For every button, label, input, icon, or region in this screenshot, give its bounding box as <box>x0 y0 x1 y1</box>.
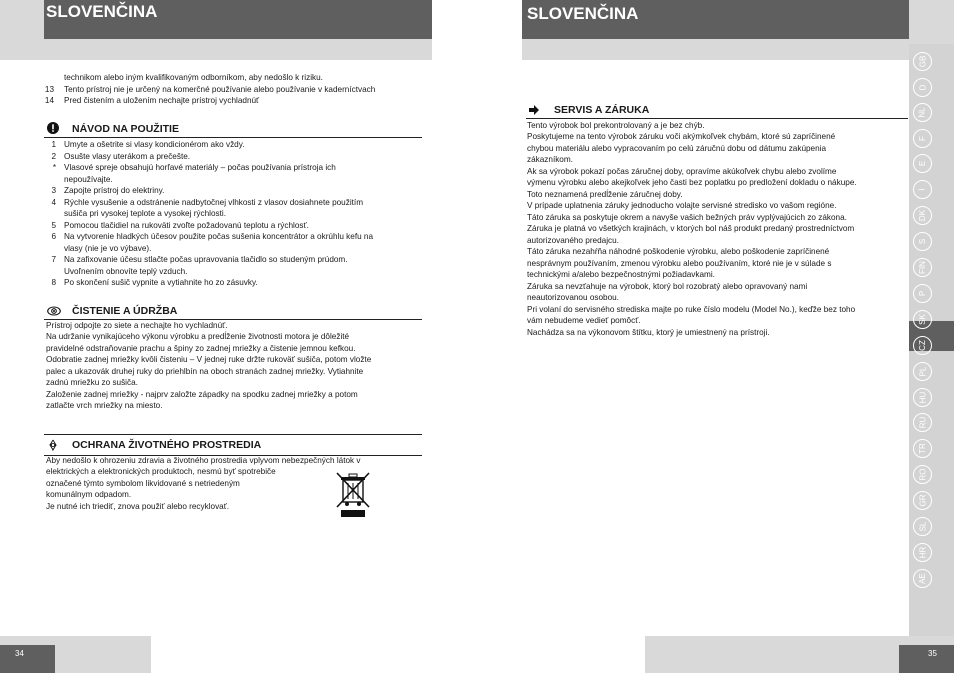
intro-num-1: 13 <box>44 85 54 94</box>
usage-num-8: 6 <box>51 232 56 241</box>
tab-lang-dk[interactable] <box>913 206 932 225</box>
environment-title: OCHRANA ŽIVOTNÉHO PROSTREDIA <box>72 439 262 451</box>
service-line-10: autorizovaného predajcu. <box>527 236 619 245</box>
environment-line-3: komunálnym odpadom. <box>46 490 132 499</box>
cleaning-line-5: zadnú mriežku zo sušiča. <box>46 378 138 387</box>
service-line-2: chybou materiálu alebo vypracovaním po celú záručnú dobu od dátumu zakúpenia <box>527 144 827 153</box>
tab-lang-d[interactable] <box>913 78 932 97</box>
tab-lang-f[interactable] <box>913 129 932 148</box>
tab-lang-label: DK <box>918 209 927 222</box>
tab-lang-sl[interactable] <box>913 517 932 536</box>
service-line-12: nesprávnym používaním, zmenou výrobku alebo používaním, ktoré nie je v súlade s <box>527 259 832 268</box>
usage-text-1: Osušte vlasy uterákom a prečešte. <box>64 152 191 161</box>
tab-lang-label: I <box>917 188 927 191</box>
tab-lang-label: HR <box>918 546 927 559</box>
tab-lang-sk[interactable] <box>913 310 932 329</box>
usage-num-0: 1 <box>51 140 56 149</box>
usage-text-0: Umyte a ošetrite si vlasy kondicionérom ako vždy. <box>64 140 245 149</box>
service-line-1: Poskytujeme na tento výrobok záruku voči akýmkoľvek chybám, ktoré sú zapríčinené <box>527 132 836 141</box>
tab-lang-label: AE <box>917 573 927 584</box>
tab-lang-i[interactable] <box>913 180 932 199</box>
service-line-3: zákazníkom. <box>527 155 573 164</box>
tab-lang-cz[interactable] <box>913 336 932 355</box>
crossed-bin-icon <box>334 470 372 518</box>
environment-top-rule <box>44 434 422 435</box>
tab-lang-label: TR <box>917 443 927 454</box>
tab-lang-hr[interactable] <box>913 543 932 562</box>
cleaning-line-3: Odobratie zadnej mriežky kvôli čisteniu – V jednej ruke držte rukoväť sušiča, potom vložte <box>46 355 372 364</box>
tab-lang-label: E <box>918 160 927 167</box>
service-line-7: V prípade uplatnenia záruky jednoducho volajte servisné stredisko vo vašom regióne. <box>527 201 837 210</box>
tab-lang-ru[interactable] <box>913 413 932 432</box>
usage-text-11: Uvoľnením obnovíte teplý vzduch. <box>64 267 188 276</box>
tab-lang-hu[interactable] <box>913 388 932 407</box>
usage-num-2: * <box>52 163 56 172</box>
environment-line-4: Je nutné ich triediť, znova použiť alebo recyklovať. <box>46 502 230 511</box>
cleaning-line-4: palec a ukazovák druhej ruky do priehlbín na oboch stranách zadnej mriežky. Vytiahnite <box>46 367 364 376</box>
tab-lang-label: RU <box>918 416 927 429</box>
service-line-14: Záruka sa nevzťahuje na výrobok, ktorý bol rozobratý alebo opravovaný nami <box>527 282 808 291</box>
tab-lang-label: S <box>918 238 927 245</box>
right-page-number: 35 <box>928 649 937 658</box>
usage-text-6: sušiča pri vysokej teplote a vysokej rýchlosti. <box>64 209 226 218</box>
usage-text-8: Na vytvorenie hladkých účesov použite počas sušenia koncentrátor a okrúhlu kefu na <box>64 232 374 241</box>
tab-lang-label: RO <box>918 468 927 481</box>
usage-num-1: 2 <box>51 152 56 161</box>
intro-text-1: Tento prístroj nie je určený na komerčné používanie alebo používanie v kaderníctvach <box>64 85 376 94</box>
recycle-icon <box>47 439 59 451</box>
right-page-title: SLOVENČINA <box>525 2 725 26</box>
cleaning-line-0: Prístroj odpojte zo siete a nechajte ho vychladnúť. <box>46 321 228 330</box>
tab-lang-label: SL <box>917 521 927 532</box>
environment-line-0: Aby nedošlo k ohrozeniu zdravia a životného prostredia vplyvom nebezpečných látok v <box>46 456 361 465</box>
cleaning-line-7: zatlačte vrch mriežky na miesto. <box>46 401 163 410</box>
environment-line-1: elektrických a elektronických produktoch, nesmú byť spotrebiče <box>46 467 276 476</box>
service-line-15: neautorizovanou osobou. <box>527 293 619 302</box>
service-line-8: Táto záruka sa poskytuje okrem a navyše vašich bežných práv vyplývajúcich zo zákona. <box>527 213 847 222</box>
usage-text-4: Zapojte prístroj do elektriny. <box>64 186 165 195</box>
tab-lang-label: F <box>917 136 927 141</box>
tab-lang-ro[interactable] <box>913 465 932 484</box>
cleaning-line-6: Založenie zadnej mriežky - najprv založte západky na spodku zadnej mriežky a potom <box>46 390 358 399</box>
cleaning-title: ČISTENIE A ÚDRŽBA <box>72 305 178 317</box>
usage-text-3: nepoužívajte. <box>64 175 113 184</box>
usage-num-12: 8 <box>51 278 56 287</box>
tab-lang-e[interactable] <box>913 154 932 173</box>
tab-lang-nl[interactable] <box>913 103 932 122</box>
tab-lang-tr[interactable] <box>913 439 932 458</box>
tab-lang-label: HU <box>918 391 927 404</box>
tab-lang-label: CZ <box>917 340 927 351</box>
tab-lang-label: P <box>918 290 927 297</box>
info-icon <box>47 122 59 134</box>
usage-text-12: Po skončení sušič vypnite a vytiahnite ho zo zásuvky. <box>64 278 258 287</box>
service-line-9: Záruka je platná vo všetkých krajinách, v ktorých bol náš produkt predaný prostredníctvom <box>527 224 855 233</box>
right-page-number-box <box>899 645 954 673</box>
left-page-title: SLOVENČINA <box>44 0 244 24</box>
tab-lang-pl[interactable] <box>913 362 932 381</box>
usage-title: NÁVOD NA POUŽITIE <box>72 123 179 135</box>
service-line-4: Ak sa výrobok pokazí počas záručnej doby, opravíme akúkoľvek chybu alebo zvolíme <box>527 167 837 176</box>
usage-text-2: Vlasové spreje obsahujú horľavé materiály – počas používania prístroja ich <box>64 163 336 172</box>
usage-rule <box>44 137 422 138</box>
intro-num-2: 14 <box>44 96 54 105</box>
service-title: SERVIS A ZÁRUKA <box>554 104 650 116</box>
service-line-5: výmenu výrobku alebo akejkoľvek jeho časti bez poplatku po predložení dokladu o nákupe. <box>527 178 857 187</box>
tab-lang-label: NL <box>917 107 927 118</box>
tab-lang-label: FIN <box>917 261 927 274</box>
left-page-number: 34 <box>15 649 24 658</box>
usage-num-7: 5 <box>51 221 56 230</box>
cleaning-line-1: Na udržanie vynikajúceho výkonu výrobku a predĺženie životnosti motora je dôležité <box>46 332 350 341</box>
tab-lang-label: GR <box>918 494 927 507</box>
service-line-17: vám nebudeme vedieť pomôcť. <box>527 316 641 325</box>
tab-lang-fin[interactable] <box>913 258 932 277</box>
usage-text-7: Pomocou tlačidiel na rukoväti zvoľte požadovanú teplotu a rýchlosť. <box>64 221 309 230</box>
tab-lang-label: D <box>918 84 927 91</box>
intro-text-2: Pred čistením a uložením nechajte prístroj vychladnúť <box>64 96 260 105</box>
service-line-0: Tento výrobok bol prekontrolovaný a je bez chýb. <box>527 121 705 130</box>
tab-lang-label: GB <box>918 55 927 68</box>
arrow-right-icon <box>528 104 540 116</box>
usage-num-5: 4 <box>51 198 56 207</box>
tab-lang-label: PL <box>917 366 927 377</box>
language-tabs <box>909 44 954 636</box>
service-line-18: Nachádza sa na výkonovom štítku, ktorý je umiestnený na prístroji. <box>527 328 770 337</box>
usage-text-10: Na zafixovanie účesu stlačte počas upravovania tlačidlo so studeným prúdom. <box>64 255 348 264</box>
service-rule <box>526 118 908 119</box>
service-line-6: Toto neznamená predĺženie záručnej doby. <box>527 190 683 199</box>
intro-text-0: technikom alebo iným kvalifikovaným odborníkom, aby nedošlo k riziku. <box>64 73 323 82</box>
tab-lang-s[interactable] <box>913 232 932 251</box>
left-page-number-box <box>0 645 55 673</box>
tab-lang-gb[interactable] <box>913 52 932 71</box>
eye-icon <box>47 305 61 317</box>
service-line-16: Pri volaní do servisného strediska majte po ruke číslo modelu (Model No.), keďže bez toho <box>527 305 856 314</box>
service-line-11: Táto záruka nezahŕňa náhodné poškodenie výrobku, alebo poškodenie zapríčinené <box>527 247 830 256</box>
service-line-13: technickými a/alebo bezpečnostnými požiadavkami. <box>527 270 715 279</box>
cleaning-line-2: pravidelné odstraňovanie prachu a špiny zo zadnej mriežky a čistenie jemnou kefkou. <box>46 344 356 353</box>
usage-num-10: 7 <box>51 255 56 264</box>
usage-text-9: vlasy (nie je vo výbave). <box>64 244 152 253</box>
environment-line-2: označené týmto symbolom likvidované s netriedeným <box>46 479 240 488</box>
usage-num-4: 3 <box>51 186 56 195</box>
tab-lang-label: SK <box>917 314 927 325</box>
tab-lang-gr[interactable] <box>913 491 932 510</box>
tab-lang-p[interactable] <box>913 284 932 303</box>
tab-lang-ae[interactable] <box>913 569 932 588</box>
usage-text-5: Rýchle vysušenie a odstránenie nadbytočnej vlhkosti z vlasov dosiahnete použitím <box>64 198 364 207</box>
